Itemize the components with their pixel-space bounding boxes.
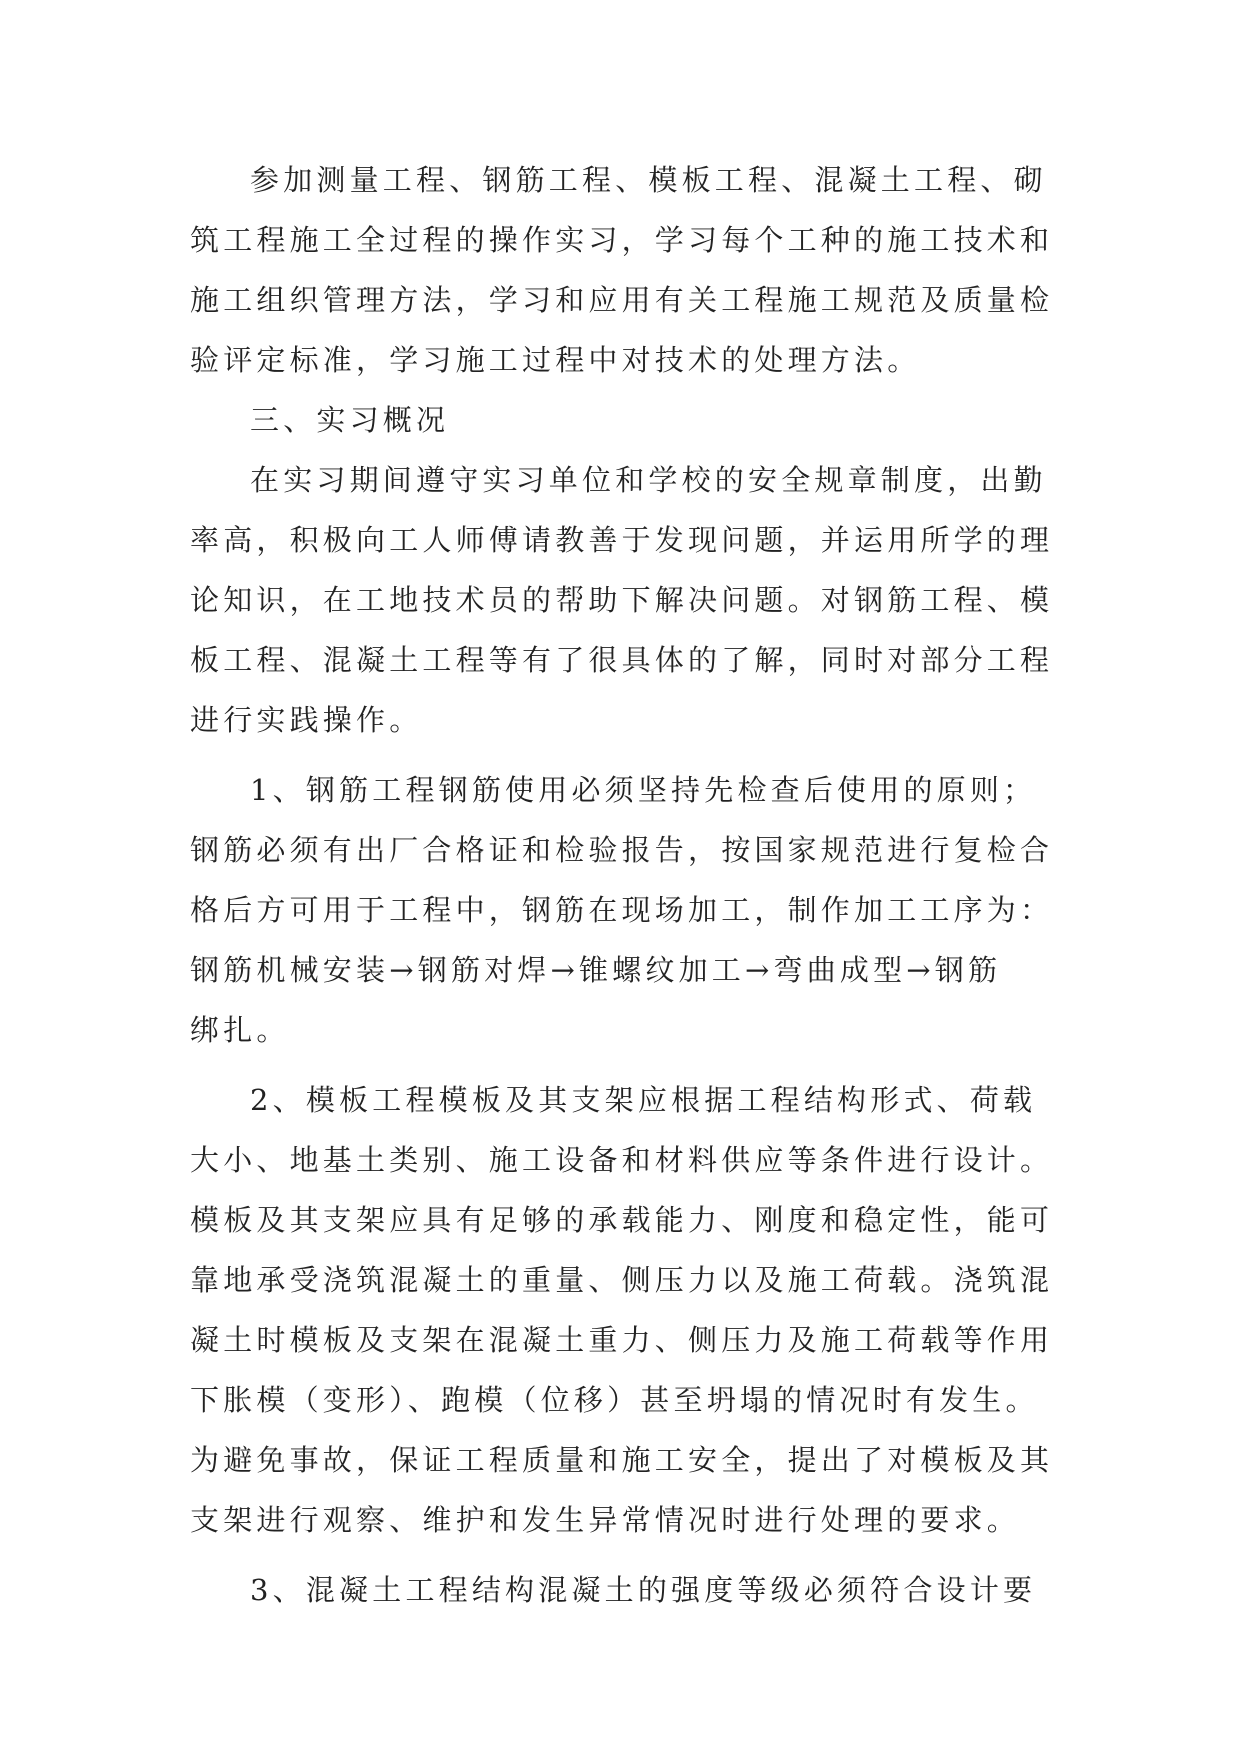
text-line: 在实习期间遵守实习单位和学校的安全规章制度，出勤 [250,463,1047,497]
text-line: 模板及其支架应具有足够的承载能力、刚度和稳定性，能可 [190,1203,1054,1237]
text-line: 格后方可用于工程中，钢筋在现场加工，制作加工工序为： [190,893,1054,927]
text-line: 钢筋必须有出厂合格证和检验报告，按国家规范进行复检合 [190,833,1054,867]
text-line: 绑扎。 [190,1013,290,1047]
text-line: 验评定标准，学习施工过程中对技术的处理方法。 [190,343,921,377]
text-line: 下胀模（变形）、跑模（位移）甚至坍塌的情况时有发生。 [190,1383,1039,1417]
text-line: 筑工程施工全过程的操作实习，学习每个工种的施工技术和 [190,223,1054,257]
text-line: 率高，积极向工人师傅请教善于发现问题，并运用所学的理 [190,523,1054,557]
text-line: 施工组织管理方法，学习和应用有关工程施工规范及质量检 [190,283,1054,317]
section-heading: 三、实习概况 [250,403,450,437]
text-line: 钢筋机械安装→钢筋对焊→锥螺纹加工→弯曲成型→钢筋 [190,953,1002,987]
text-line: 2、模板工程模板及其支架应根据工程结构形式、荷载 [250,1083,1037,1117]
text-line: 1、钢筋工程钢筋使用必须坚持先检查后使用的原则； [250,773,1037,807]
text-line: 为避免事故，保证工程质量和施工安全，提出了对模板及其 [190,1443,1054,1477]
text-line: 进行实践操作。 [190,703,423,737]
text-line: 板工程、混凝土工程等有了很具体的了解，同时对部分工程 [190,643,1054,677]
text-line: 大小、地基土类别、施工设备和材料供应等条件进行设计。 [190,1143,1054,1177]
text-line: 参加测量工程、钢筋工程、模板工程、混凝土工程、砌 [250,163,1047,197]
text-line: 3、混凝土工程结构混凝土的强度等级必须符合设计要 [250,1573,1037,1607]
text-line: 凝土时模板及支架在混凝土重力、侧压力及施工荷载等作用 [190,1323,1054,1357]
text-line: 靠地承受浇筑混凝土的重量、侧压力以及施工荷载。浇筑混 [190,1263,1054,1297]
text-line: 支架进行观察、维护和发生异常情况时进行处理的要求。 [190,1503,1021,1537]
text-line: 论知识，在工地技术员的帮助下解决问题。对钢筋工程、模 [190,583,1054,617]
